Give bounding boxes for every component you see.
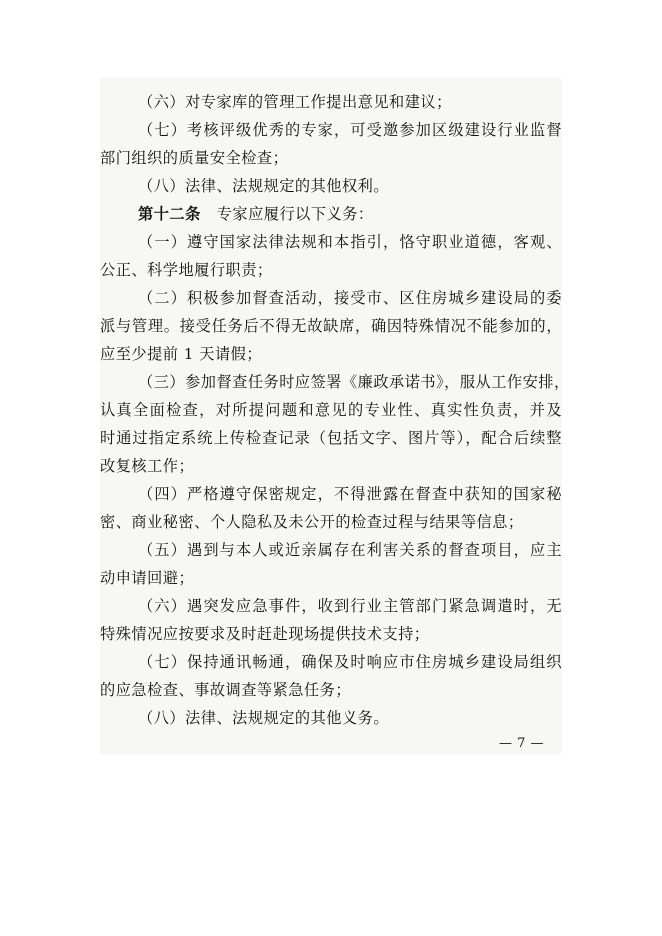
- line-text: （八）法律、法规规定的其他权利。: [138, 177, 389, 195]
- text-line: [100, 173, 600, 200]
- line-text: 应至少提前 1 天请假；: [100, 345, 263, 363]
- line-text: （八）法律、法规规定的其他义务。: [138, 709, 389, 727]
- line-text: 改复核工作；: [100, 457, 195, 475]
- text-line: [100, 397, 562, 424]
- line-text: 认真全面检查，对所提问题和意见的专业性、真实性负责，并及: [100, 401, 562, 419]
- line-text: （六）对专家库的管理工作提出意见和建议；: [138, 93, 452, 111]
- document-page: [100, 78, 570, 754]
- line-text: （五）遇到与本人或近亲属存在利害关系的督查项目，应主: [138, 541, 562, 559]
- text-line: [100, 369, 570, 396]
- line-text: 时通过指定系统上传检查记录（包括文字、图片等），配合后续整: [100, 429, 562, 447]
- text-line: [100, 621, 562, 648]
- text-line: [100, 677, 562, 704]
- line-text: 部门组织的质量安全检查；: [100, 149, 289, 167]
- text-line: [100, 593, 562, 620]
- page-number: — 7 —: [498, 736, 544, 751]
- article-heading-line: [100, 201, 600, 228]
- text-line: [100, 649, 562, 676]
- text-line: [100, 509, 562, 536]
- line-text: （六）遇突发应急事件，收到行业主管部门紧急调遣时，无: [138, 597, 562, 615]
- text-line: [100, 425, 562, 452]
- line-text: （七）保持通讯畅通，确保及时响应市住房城乡建设局组织: [138, 653, 562, 671]
- line-text: 的应急检查、事故调查等紧急任务；: [100, 681, 351, 699]
- article-heading: 第十二条: [138, 205, 201, 223]
- text-line: [100, 565, 562, 592]
- text-line: [100, 453, 562, 480]
- text-line: [100, 341, 562, 368]
- text-line: [100, 229, 562, 256]
- line-text: 密、商业秘密、个人隐私及未公开的检查过程与结果等信息；: [100, 513, 524, 531]
- line-text: 动申请回避；: [100, 569, 195, 587]
- line-text: 专家应履行以下义务：: [216, 205, 374, 223]
- line-text: 公正、科学地履行职责；: [100, 261, 273, 279]
- text-line: [100, 313, 562, 340]
- text-line: [100, 117, 562, 144]
- line-text: （二）积极参加督查活动，接受市、区住房城乡建设局的委: [138, 289, 562, 307]
- text-line: [100, 537, 562, 564]
- text-line: [100, 145, 562, 172]
- line-text: （四）严格遵守保密规定，不得泄露在督查中获知的国家秘: [138, 485, 562, 503]
- text-line: [100, 705, 600, 732]
- line-text: （三）参加督查任务时应签署《廉政承诺书》，服从工作安排，: [138, 373, 570, 391]
- line-text: （一）遵守国家法律法规和本指引，恪守职业道德，客观、: [138, 233, 562, 251]
- text-line: [100, 89, 600, 116]
- line-text: （七）考核评级优秀的专家，可受邀参加区级建设行业监督: [138, 121, 562, 139]
- text-line: [100, 285, 562, 312]
- text-line: [100, 257, 562, 284]
- text-line: [100, 481, 562, 508]
- line-text: 特殊情况应按要求及时赶赴现场提供技术支持；: [100, 625, 430, 643]
- line-text: 派与管理。接受任务后不得无故缺席，确因特殊情况不能参加的，: [100, 317, 562, 335]
